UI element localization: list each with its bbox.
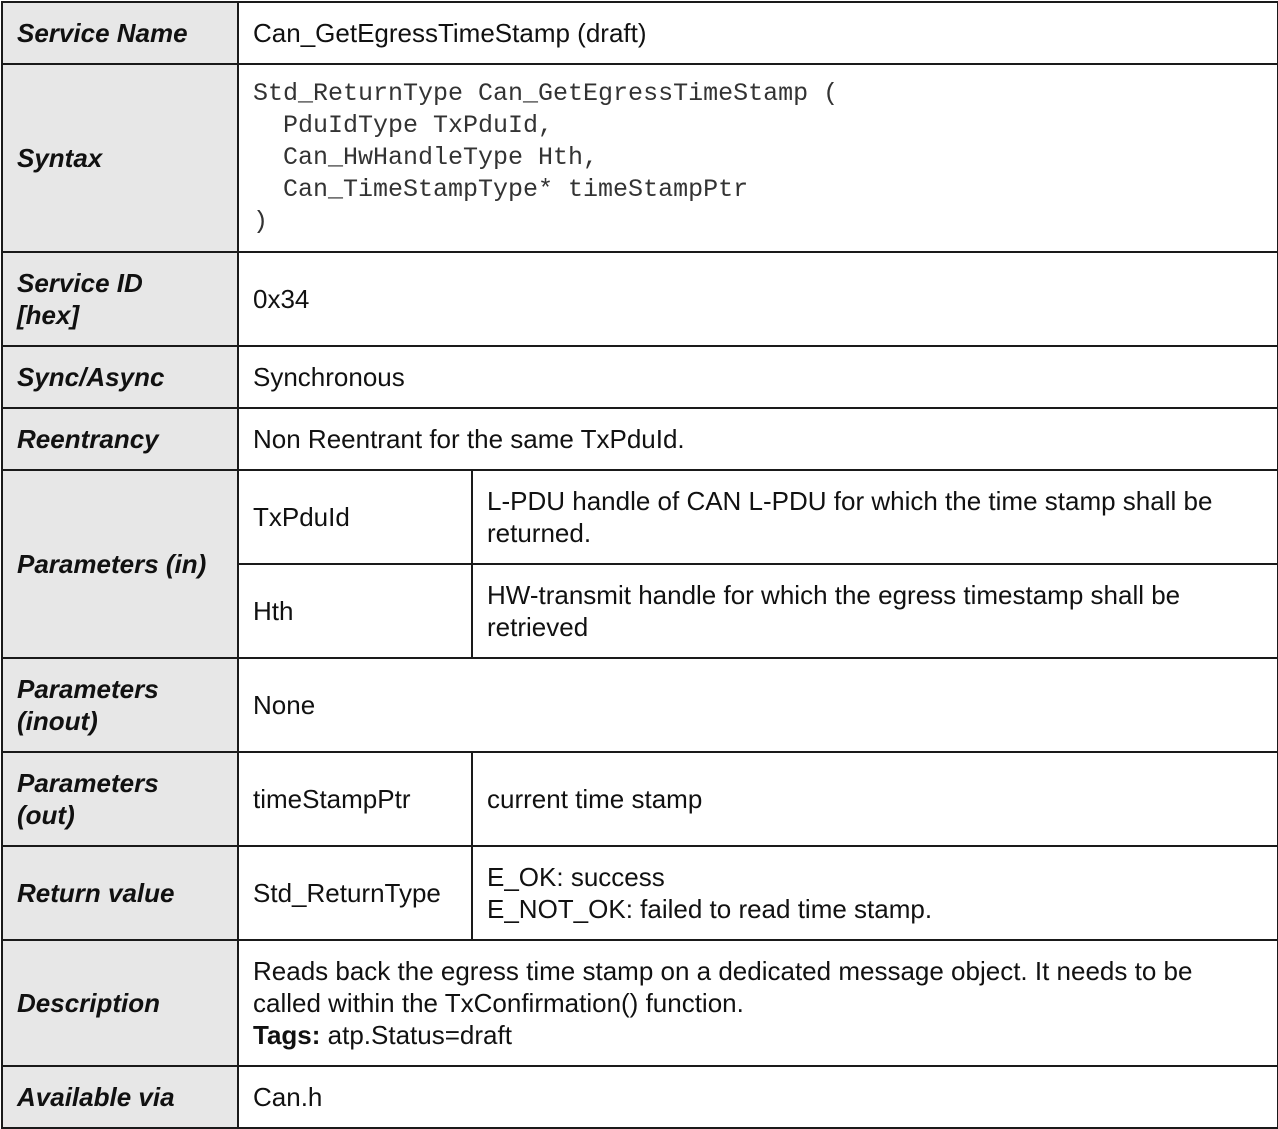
tags-label: Tags: (253, 1020, 321, 1050)
service-spec-table (1, 1, 1278, 1129)
param-desc-line1: HW-transmit handle for which the egress timestamp shall be (487, 580, 1181, 610)
syntax-line: Std_ReturnType Can_GetEgressTimeStamp ( (253, 79, 839, 108)
return-code-not-ok: E_NOT_OK: failed to read time stamp. (487, 894, 933, 924)
parameters-out-label-line2: (out) (17, 800, 75, 830)
reentrancy-value: Non Reentrant for the same TxPduId. (238, 408, 1278, 470)
description-value (238, 940, 1278, 1066)
param-name: Hth (238, 564, 472, 658)
description-tags (253, 1019, 1263, 1051)
service-id-label (2, 252, 238, 346)
sync-async-value: Synchronous (238, 346, 1278, 408)
return-codes (472, 846, 1278, 940)
param-desc-line1: L-PDU handle of CAN L-PDU for which the time stamp shall be (487, 486, 1213, 516)
param-desc-line2: returned. (487, 518, 592, 548)
return-type: Std_ReturnType (238, 846, 472, 940)
service-name-label: Service Name (2, 2, 238, 64)
param-out-desc: current time stamp (472, 752, 1278, 846)
return-code-ok: E_OK: success (487, 862, 665, 892)
syntax-line: ) (253, 207, 269, 236)
description-label: Description (2, 940, 238, 1066)
syntax-code (238, 64, 1278, 252)
tags-value: atp.Status=draft (327, 1020, 512, 1050)
syntax-line: PduIdType TxPduId, (253, 111, 554, 140)
param-desc-line2: retrieved (487, 612, 589, 642)
row-service-name (2, 2, 1278, 64)
param-desc (472, 564, 1278, 658)
row-parameters-out (2, 752, 1278, 846)
service-id-label-line2: [hex] (17, 300, 80, 330)
row-parameters-inout (2, 658, 1278, 752)
row-return-value (2, 846, 1278, 940)
description-line1: Reads back the egress time stamp on a dedicated message object. It needs to be (253, 956, 1193, 986)
param-desc (472, 470, 1278, 564)
parameters-in-label: Parameters (in) (2, 470, 238, 658)
available-via-label: Available via (2, 1066, 238, 1128)
return-value-label: Return value (2, 846, 238, 940)
available-via-value: Can.h (238, 1066, 1278, 1128)
row-service-id (2, 252, 1278, 346)
parameters-inout-value: None (238, 658, 1278, 752)
row-syntax (2, 64, 1278, 252)
service-id-label-line1: Service ID (17, 268, 143, 298)
row-available-via (2, 1066, 1278, 1128)
row-parameters-in-1 (2, 470, 1278, 564)
parameters-out-label (2, 752, 238, 846)
parameters-inout-label-line1: Parameters (17, 674, 159, 704)
row-description (2, 940, 1278, 1066)
row-reentrancy (2, 408, 1278, 470)
param-out-name: timeStampPtr (238, 752, 472, 846)
syntax-label: Syntax (2, 64, 238, 252)
parameters-inout-label (2, 658, 238, 752)
syntax-line: Can_TimeStampType* timeStampPtr (253, 175, 749, 204)
service-id-value: 0x34 (238, 252, 1278, 346)
parameters-inout-label-line2: (inout) (17, 706, 98, 736)
service-name-value: Can_GetEgressTimeStamp (draft) (238, 2, 1278, 64)
reentrancy-label: Reentrancy (2, 408, 238, 470)
row-sync-async (2, 346, 1278, 408)
syntax-line: Can_HwHandleType Hth, (253, 143, 599, 172)
description-line2: called within the TxConfirmation() function. (253, 988, 744, 1018)
parameters-out-label-line1: Parameters (17, 768, 159, 798)
param-name: TxPduId (238, 470, 472, 564)
sync-async-label: Sync/Async (2, 346, 238, 408)
